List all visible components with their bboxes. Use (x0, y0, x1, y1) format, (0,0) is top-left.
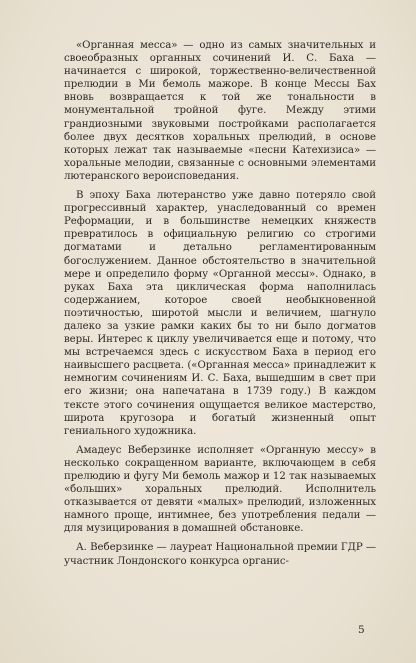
paragraph-performer-version: Амадеус Веберзинке исполняет «Органную мессу» в несколько сокращенном варианте, включающем в себя прелюдию и фугу Ми бемоль мажор и 12 так называемых «больших» хоральных прелюдий. Исполнитель отказывается от девяти «малых» прелюдий, изложенных намного проще, интимнее, без употребления педали — для музицирования в домашней обстановке. (64, 444, 376, 535)
paragraph-lutheranism-era: В эпоху Баха лютеранство уже давно потеряло свой прогрессивный характер, унаследованный со времен Реформации, и в большинстве немецких княжеств превратилось в официальную религию со строгими догматами и детально регламентированным богослужением. Данное обстоятельство в значительной мере и определило форму «Органной мессы». Однако, в руках Баха эта циклическая форма наполнилась содержанием, которое своей необыкновенной поэтичностью, широтой мысли и величием, шагнуло далеко за узкие рамки каких бы то ни было догматов веры. Интерес к циклу увеличивается еще и потому, что мы встречаемся здесь с искусством Баха в период его наивысшего расцвета. («Органная месса» принадлежит к немногим сочинениям И. С. Баха, вышедшим в свет при его жизни; она напечатана в 1739 году.) В каждом тексте этого сочинения ощущается великое мастерство, широта кругозора и богатый жизненный опыт гениального художника. (64, 190, 376, 437)
paragraph-organ-mass-intro: «Органная месса» — одно из самых значительных и своеобразных органных сочинений И. С. Баха — начинается с широкой, торжественно-величественной прелюдии в Ми бемоль мажоре. В конце Мессы Бах вновь возвращается к той же тональности в монументальной тройной фуге. Между этими грандиозными звуковыми постройками располагается более двух десятков хоральных прелюдий, в основе которых лежат так называемые «песни Катехизиса» — хоральные мелодии, связанные с основными элементами лютеранского вероисповедания. (64, 40, 376, 182)
text-body (64, 39, 376, 574)
paragraph-performer-bio: А. Веберзинке — лауреат Национальной премии ГДР — участник Лондонского конкурса органис- (64, 542, 376, 567)
page-number: 5 (358, 624, 365, 636)
